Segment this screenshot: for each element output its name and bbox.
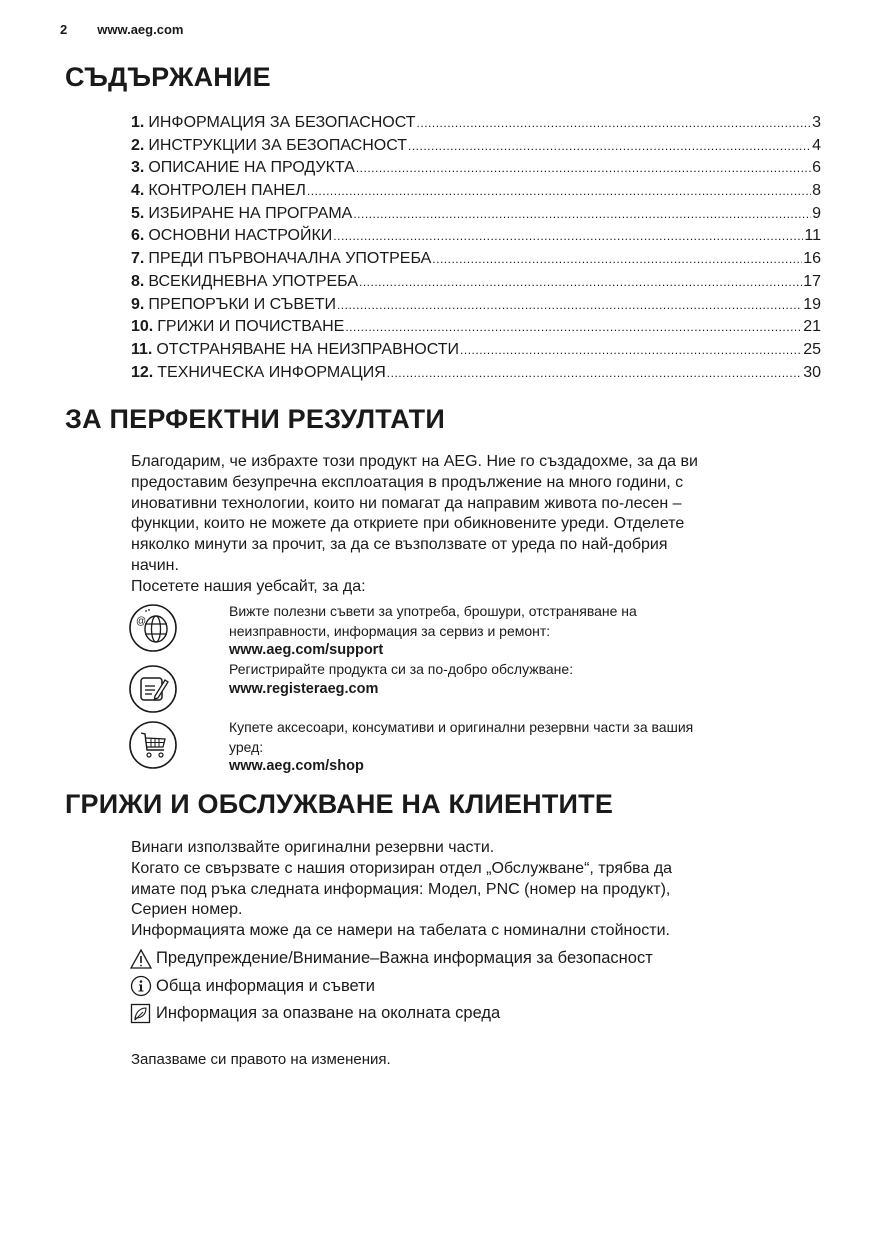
legend-text: Информация за опазване на околната среда [156, 1004, 501, 1023]
register-url-link[interactable]: www.registeraeg.com [229, 680, 379, 697]
legend-text: Предупреждение/Внимание–Важна информация за безопасност [156, 949, 653, 968]
toc-item-title: ОПИСАНИЕ НА ПРОДУКТА [148, 159, 355, 177]
toc-leader-dots [359, 271, 802, 294]
care-line: Винаги използвайте оригинални резервни части. [131, 839, 495, 856]
info-circle-icon [130, 975, 152, 997]
intro-line: иновативни технологии, които ни помагат да направим живота по-лесен – [131, 494, 682, 512]
toc-item-title: ПРЕПОРЪКИ И СЪВЕТИ [148, 295, 336, 313]
toc-item[interactable] [131, 225, 821, 248]
toc-item-page: 30 [803, 363, 821, 381]
toc-item-page: 3 [812, 114, 821, 131]
toc-item-number: 1. [131, 114, 145, 131]
intro-line: няколко минути за прочит, за да се възползвате от уреда по най-добрия [131, 536, 668, 554]
toc-item-page: 17 [803, 272, 821, 290]
footer-note: Запазваме си правото на изменения. [131, 1051, 391, 1068]
link-description: неизправности, информация за сервиз и ремонт: [229, 622, 551, 639]
toc-item-number: 2. [131, 136, 145, 154]
link-description: Регистрирайте продукта си за по-добро обслужване: [229, 661, 574, 677]
link-description: уред: [229, 738, 264, 755]
toc-item-page: 6 [812, 159, 821, 177]
toc-leader-dots [307, 180, 811, 203]
toc-leader-dots [408, 135, 811, 158]
toc-leader-dots [345, 316, 802, 339]
toc-item-page: 19 [803, 295, 821, 313]
care-line: имате под ръка следната информация: Модел, PNC (номер на продукт), [131, 880, 671, 898]
shopping-cart-icon [128, 720, 178, 770]
register-document-icon [128, 664, 178, 714]
toc-item-title: ВСЕКИДНЕВНА УПОТРЕБА [148, 272, 358, 290]
intro-line: функции, които не можете да откриете при обикновените уреди. Отделете [131, 515, 685, 533]
toc-item[interactable] [131, 362, 821, 385]
toc-item[interactable] [131, 294, 821, 317]
toc-item-page: 4 [812, 136, 821, 154]
toc-item-title: ОСНОВНИ НАСТРОЙКИ [148, 227, 333, 245]
toc-item-number: 3. [131, 159, 145, 177]
toc-leader-dots [353, 203, 811, 226]
shop-link-text [229, 718, 809, 777]
legend-environment [130, 1000, 653, 1028]
toc-leader-dots [333, 225, 803, 248]
perfect-results-title: ЗА ПЕРФЕКТНИ РЕЗУЛТАТИ [65, 404, 445, 434]
toc-item[interactable] [131, 248, 821, 271]
toc-item-title: КОНТРОЛЕН ПАНЕЛ [148, 182, 306, 200]
toc-item-page: 25 [803, 340, 821, 358]
support-link-text [229, 602, 809, 661]
toc-item-page: 11 [804, 227, 821, 245]
toc-leader-dots [417, 112, 812, 135]
header-website: www.aeg.com [97, 22, 184, 37]
toc-item-number: 4. [131, 182, 145, 200]
toc-leader-dots [337, 294, 802, 317]
toc-item[interactable] [131, 135, 821, 158]
register-link-text [229, 660, 809, 699]
toc-item[interactable] [131, 339, 821, 362]
intro-line: начин. [131, 556, 179, 574]
toc-item-number: 12. [131, 363, 154, 381]
care-line: Сериен номер. [131, 901, 243, 919]
toc-item-number: 8. [131, 272, 145, 290]
page-number: 2 [60, 22, 68, 37]
customer-care-title: ГРИЖИ И ОБСЛУЖВАНЕ НА КЛИЕНТИТЕ [65, 789, 614, 819]
toc-item-number: 5. [131, 204, 145, 222]
toc-item[interactable] [131, 157, 821, 180]
toc-item-number: 6. [131, 227, 145, 245]
toc-item-number: 10. [131, 318, 154, 336]
toc-item-number: 7. [131, 250, 145, 268]
toc-item-title: ГРИЖИ И ПОЧИСТВАНЕ [157, 318, 345, 336]
legend-warning [130, 945, 653, 973]
toc-item[interactable] [131, 203, 821, 226]
care-line: Когато се свързвате с нашия оторизиран отдел „Обслужване“, трябва да [131, 859, 673, 877]
toc-item-title: ПРЕДИ ПЪРВОНАЧАЛНА УПОТРЕБА [148, 250, 432, 268]
shop-url-link[interactable]: www.aeg.com/shop [229, 758, 364, 774]
intro-line: Благодарим, че избрахте този продукт на AEG. Ние го създадохме, за да ви [131, 453, 698, 470]
toc-leader-dots [387, 362, 802, 385]
link-description: Вижте полезни съвети за употреба, брошури, отстраняване на [229, 603, 637, 619]
toc-item-page: 9 [812, 204, 821, 222]
support-url-link[interactable]: www.aeg.com/support [229, 642, 384, 658]
toc-item-number: 9. [131, 295, 145, 313]
link-description: Купете аксесоари, консумативи и оригинални резервни части за вашия [229, 719, 694, 735]
toc-leader-dots [356, 157, 811, 180]
legend-info [130, 973, 653, 1001]
customer-care-paragraph [131, 838, 811, 942]
toc-item[interactable] [131, 112, 821, 135]
care-line: Информацията може да се намери на табелата с номинални стойности. [131, 922, 670, 940]
environment-leaf-icon [130, 1003, 152, 1025]
toc-item-page: 16 [803, 250, 821, 268]
svg-text:@: @ [136, 616, 147, 627]
intro-line: предоставим безупречна експлоатация в продължение на много години, с [131, 473, 684, 491]
toc-item-title: ИНСТРУКЦИИ ЗА БЕЗОПАСНОСТ [148, 136, 407, 154]
toc-item-page: 21 [803, 318, 821, 336]
toc-item[interactable] [131, 316, 821, 339]
toc-leader-dots [432, 248, 802, 271]
toc-item-title: ОТСТРАНЯВАНЕ НА НЕИЗПРАВНОСТИ [156, 340, 460, 358]
warning-triangle-icon [130, 948, 152, 970]
toc-item-page: 8 [812, 182, 821, 200]
intro-paragraph [131, 452, 811, 598]
globe-at-icon [128, 603, 178, 653]
table-of-contents [131, 112, 821, 384]
toc-item-title: ТЕХНИЧЕСКА ИНФОРМАЦИЯ [157, 363, 386, 381]
toc-item-title: ИЗБИРАНЕ НА ПРОГРАМА [148, 204, 353, 222]
toc-item-number: 11. [131, 340, 153, 358]
legend-text: Обща информация и съвети [156, 976, 375, 995]
visit-website-text: Посетете нашия уебсайт, за да: [131, 577, 366, 595]
toc-leader-dots [460, 339, 802, 362]
toc-item[interactable] [131, 180, 821, 203]
page-header [60, 22, 183, 37]
toc-item[interactable] [131, 271, 821, 294]
symbol-legend [130, 945, 653, 1028]
toc-title: СЪДЪРЖАНИЕ [65, 62, 271, 92]
toc-item-title: ИНФОРМАЦИЯ ЗА БЕЗОПАСНОСТ [148, 114, 416, 131]
